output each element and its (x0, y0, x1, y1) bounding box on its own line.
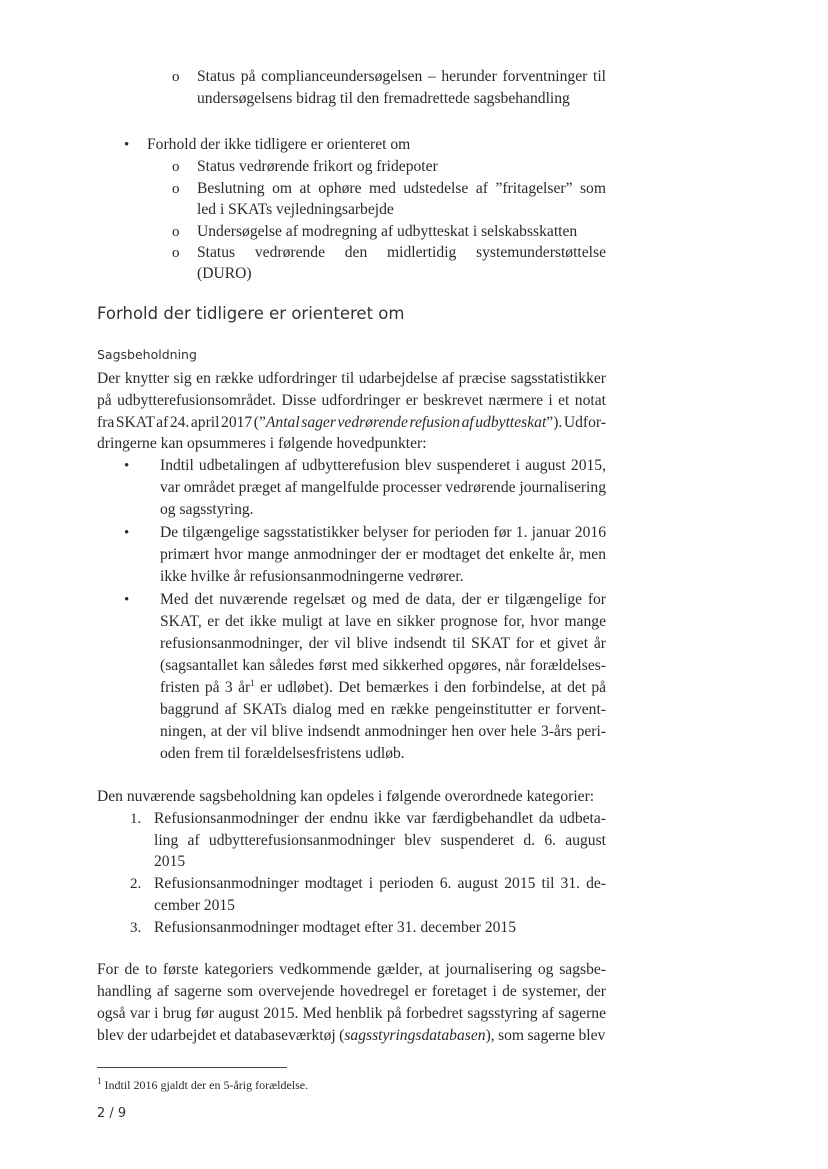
line-text: handling af sagerne som overvejende hovedregel er foretaget i de systemer, der (97, 983, 606, 1000)
text-run: er udløbet). Det bemærkes i den forbindelse, at det på (254, 679, 606, 696)
text-run: Antal sager vedrørende refusion af udbytteskat (265, 414, 547, 431)
footnote (97, 1078, 308, 1093)
text-run: fra SKAT af 24. april 2017 (” (97, 414, 266, 431)
line-text: ikke hvilke år refusionsanmodningerne vedrører. (160, 568, 464, 585)
footnote-marker: 1 (97, 1076, 102, 1086)
list-item-line (160, 611, 606, 633)
section-heading: Forhold der tidligere er orienteret om (97, 304, 405, 323)
list-item-line (197, 221, 606, 243)
line-text: oden frem til forældelsesfristens udløb. (160, 745, 405, 762)
circle-bullet-icon: o (172, 224, 180, 240)
line-text: De tilgængelige sagsstatistikker belyser for perioden før 1. januar 2016 (160, 524, 606, 541)
line-text (97, 1027, 605, 1044)
circle-bullet-icon: o (172, 159, 180, 175)
paragraph-line (97, 412, 606, 434)
list-item-line (160, 633, 606, 655)
paragraph-line (97, 786, 606, 808)
line-text: Status på complianceundersøgelsen – herunder forventninger til (197, 68, 606, 85)
list-item-line (160, 721, 606, 743)
subheading: Sagsbeholdning (97, 347, 197, 362)
text-run: fristen på 3 år (160, 679, 251, 696)
text-run: ), som sagerne blev (485, 1027, 606, 1044)
list-number: 1. (130, 811, 142, 827)
list-item-line (160, 499, 606, 521)
line-text: Forhold der ikke tidligere er orienteret om (147, 136, 411, 153)
line-text: primært hvor mange anmodninger der er modtaget det enkelte år, men (160, 546, 606, 563)
paragraph-line (97, 1025, 606, 1047)
line-text: baggrund af SKATs dialog med en række pengeinstitutter er forvent- (160, 701, 606, 718)
bullet-icon: • (124, 592, 130, 608)
line-text: Beslutning om at ophøre med udstedelse af ”fritagelser” som (197, 180, 606, 197)
line-text: Den nuværende sagsbeholdning kan opdeles i følgende overordnede kategorier: (97, 788, 595, 805)
list-item-line (160, 677, 606, 699)
list-item-line (160, 522, 606, 544)
list-item-line (154, 830, 606, 852)
paragraph-line (97, 959, 606, 981)
text-run: sagsstyringsdatabasen (344, 1027, 486, 1044)
list-item-line (154, 895, 606, 917)
line-text (97, 414, 606, 431)
line-text: Refusionsanmodninger modtaget i perioden 6. august 2015 til 31. de- (154, 875, 606, 892)
line-text: (DURO) (197, 265, 252, 282)
line-text: dringerne kan opsummeres i følgende hovedpunkter: (97, 435, 427, 452)
list-item-line (160, 566, 606, 588)
list-item-line (197, 263, 606, 285)
footnote-text: Indtil 2016 gjaldt der en 5-årig forældelse. (101, 1078, 309, 1092)
line-text: undersøgelsens bidrag til den fremadrettede sagsbehandling (197, 90, 570, 107)
text-run: ”). Udfor- (546, 414, 606, 431)
page-number: 2 / 9 (97, 1106, 127, 1121)
text-run: blev der udarbejdet et databaseværktøj ( (97, 1027, 345, 1044)
line-text: og sagsstyring. (160, 501, 254, 518)
footnote-reference: 1 (250, 677, 255, 688)
list-item-line (160, 655, 606, 677)
list-number: 3. (130, 920, 142, 936)
list-item-line (160, 589, 606, 611)
list-item-line (197, 178, 606, 200)
paragraph-line (97, 390, 606, 412)
circle-bullet-icon: o (172, 181, 180, 197)
line-text: (sagsantallet kan således først med sikkerhed opgøres, når forældelses- (160, 657, 606, 674)
line-text: var området præget af mangelfulde processer vedrørende journalisering (160, 479, 606, 496)
line-text: ling af udbytterefusionsanmodninger blev suspenderet d. 6. august (154, 832, 606, 849)
line-text: Status vedrørende frikort og fridepoter (197, 158, 438, 175)
line-text: Der knytter sig en række udfordringer til udarbejdelse af præcise sagsstatistikker (97, 370, 606, 387)
list-item-line (197, 156, 606, 178)
list-item-line (160, 544, 606, 566)
list-item (147, 134, 606, 156)
footnote-separator (97, 1067, 287, 1068)
list-item-line (154, 808, 606, 830)
list-item-line (197, 66, 606, 88)
paragraph-line (97, 981, 606, 1003)
line-text: SKAT, er det ikke muligt at lave en sikker prognose for, hvor mange (160, 613, 606, 630)
list-item-line (160, 743, 606, 765)
list-item-line (197, 242, 606, 264)
line-text: på udbytterefusionsområdet. Disse udfordringer er beskrevet nærmere i et notat (97, 392, 606, 409)
line-text: Med det nuværende regelsæt og med de data, der er tilgængelige for (160, 591, 606, 608)
circle-bullet-icon: o (172, 245, 180, 261)
list-item-line (160, 699, 606, 721)
list-item-line (197, 199, 606, 221)
paragraph-line (97, 433, 606, 455)
line-text: Refusionsanmodninger der endnu ikke var færdigbehandlet da udbeta- (154, 810, 606, 827)
bullet-icon: • (124, 137, 130, 153)
list-item-line (154, 851, 606, 873)
line-text (160, 679, 606, 696)
list-item-line (160, 455, 606, 477)
line-text: ningen, at der vil blive indsendt anmodninger hen over hele 3-års peri- (160, 723, 606, 740)
list-item-line (154, 873, 606, 895)
circle-bullet-icon: o (172, 69, 180, 85)
list-item-line (197, 88, 606, 110)
line-text: Refusionsanmodninger modtaget efter 31. december 2015 (154, 919, 517, 936)
list-number: 2. (130, 876, 142, 892)
line-text: Undersøgelse af modregning af udbytteskat i selskabsskatten (197, 223, 578, 240)
list-item-line (160, 477, 606, 499)
list-item-line (154, 917, 606, 939)
line-text: 2015 (154, 853, 186, 870)
line-text: For de to første kategoriers vedkommende gælder, at journalisering og sagsbe- (97, 961, 606, 978)
line-text: Status vedrørende den midlertidig systemunderstøttelse (197, 244, 606, 261)
line-text: cember 2015 (154, 897, 235, 914)
paragraph-line (97, 1003, 606, 1025)
line-text: Indtil udbetalingen af udbytterefusion blev suspenderet i august 2015, (160, 457, 606, 474)
bullet-icon: • (124, 458, 130, 474)
bullet-icon: • (124, 525, 130, 541)
line-text: led i SKATs vejledningsarbejde (197, 201, 394, 218)
line-text: også var i brug før august 2015. Med henblik på forbedret sagsstyring af sagerne (97, 1005, 606, 1022)
line-text: refusionsanmodninger, der vil blive indsendt til SKAT for et givet år (160, 635, 606, 652)
paragraph-line (97, 368, 606, 390)
